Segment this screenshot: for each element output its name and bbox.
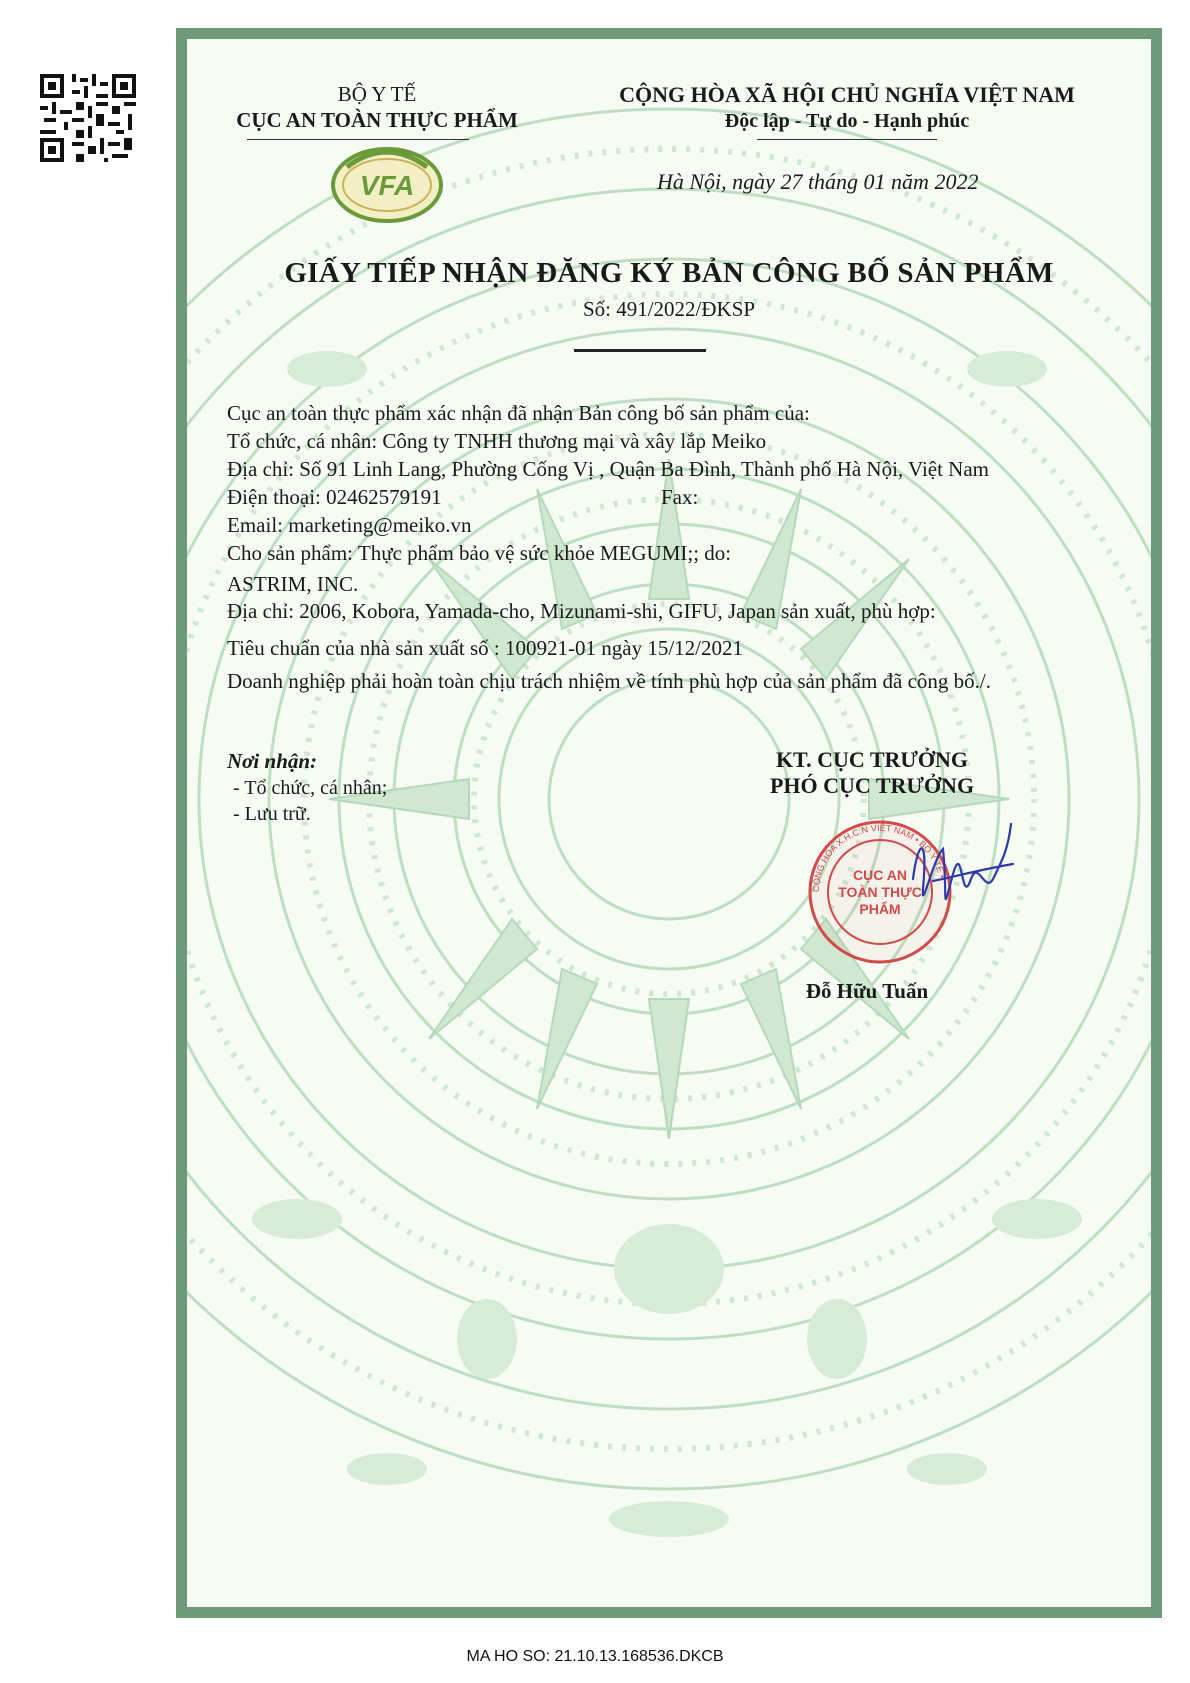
national-header (567, 81, 1127, 135)
dossier-code: MA HO SO: 21.10.13.168536.DKCB (466, 1648, 724, 1665)
manufacturer-address-line: Địa chỉ: 2006, Kobora, Yamada-cho, Mizunami-shi, GIFU, Japan sản xuất, phù hợp: (227, 599, 936, 623)
qr-code-icon (40, 74, 136, 162)
certificate-frame (176, 28, 1162, 1618)
product-line: Cho sản phẩm: Thực phẩm bảo vệ sức khỏe MEGUMI;; do: (227, 541, 732, 565)
responsibility-line: Doanh nghiệp phải hoàn toàn chịu trách nhiệm về tính phù hợp của sản phẩm đã công bố./. (227, 669, 991, 693)
phone-line: Điện thoại: 02462579191 (227, 485, 442, 509)
document-title: GIẤY TIẾP NHẬN ĐĂNG KÝ BẢN CÔNG BỐ SẢN PHẨM (284, 257, 1054, 289)
signature-title-line1: KT. CỤC TRƯỞNG (775, 747, 969, 772)
country-name: CỘNG HÒA XÃ HỘI CHỦ NGHĨA VIỆT NAM (619, 82, 1075, 107)
issuer-header (227, 81, 527, 133)
issue-date: Hà Nội, ngày 27 tháng 01 năm 2022 (657, 169, 979, 194)
ministry-name: BỘ Y TẾ (337, 82, 417, 106)
number-underline (574, 349, 706, 352)
recipient-item: - Tổ chức, cá nhân; (233, 777, 388, 799)
intro-line: Cục an toàn thực phẩm xác nhận đã nhận Bản công bố sản phẩm của: (227, 401, 810, 425)
handwritten-signature (893, 819, 1023, 929)
standard-line: Tiêu chuẩn của nhà sản xuất số : 100921-01 ngày 15/12/2021 (227, 636, 743, 660)
signer-name: Đỗ Hữu Tuấn (805, 979, 929, 1003)
logo-text: VFA (359, 170, 415, 201)
stamp-center-text: CỤC AN TOÀN THỰC PHẨM (838, 867, 922, 917)
vfa-logo (327, 137, 447, 223)
header-right-rule (757, 139, 937, 140)
national-motto: Độc lập - Tự do - Hạnh phúc (724, 110, 970, 132)
stamp-ring-text: CỘNG HÒA X.H.C.N VIỆT NAM • BỘ Y TẾ • (810, 822, 948, 893)
document-number: Số: 491/2022/ĐKSP (582, 297, 756, 321)
fax-line: Fax: (661, 485, 699, 509)
recipient-item: - Lưu trữ. (233, 803, 311, 825)
department-name: CỤC AN TOÀN THỰC PHẨM (236, 108, 518, 132)
signature-title (747, 747, 997, 799)
recipients-title: Nơi nhận: (227, 749, 318, 773)
manufacturer-line: ASTRIM, INC. (227, 572, 359, 596)
email-line: Email: marketing@meiko.vn (227, 513, 472, 537)
address-line: Địa chỉ: Số 91 Linh Lang, Phường Cống Vị , Quận Ba Đình, Thành phố Hà Nội, Việt Nam (227, 457, 989, 481)
signature-title-line2: PHÓ CỤC TRƯỞNG (769, 773, 975, 798)
organization-line: Tổ chức, cá nhân: Công ty TNHH thương mại và xây lắp Meiko (227, 429, 767, 453)
